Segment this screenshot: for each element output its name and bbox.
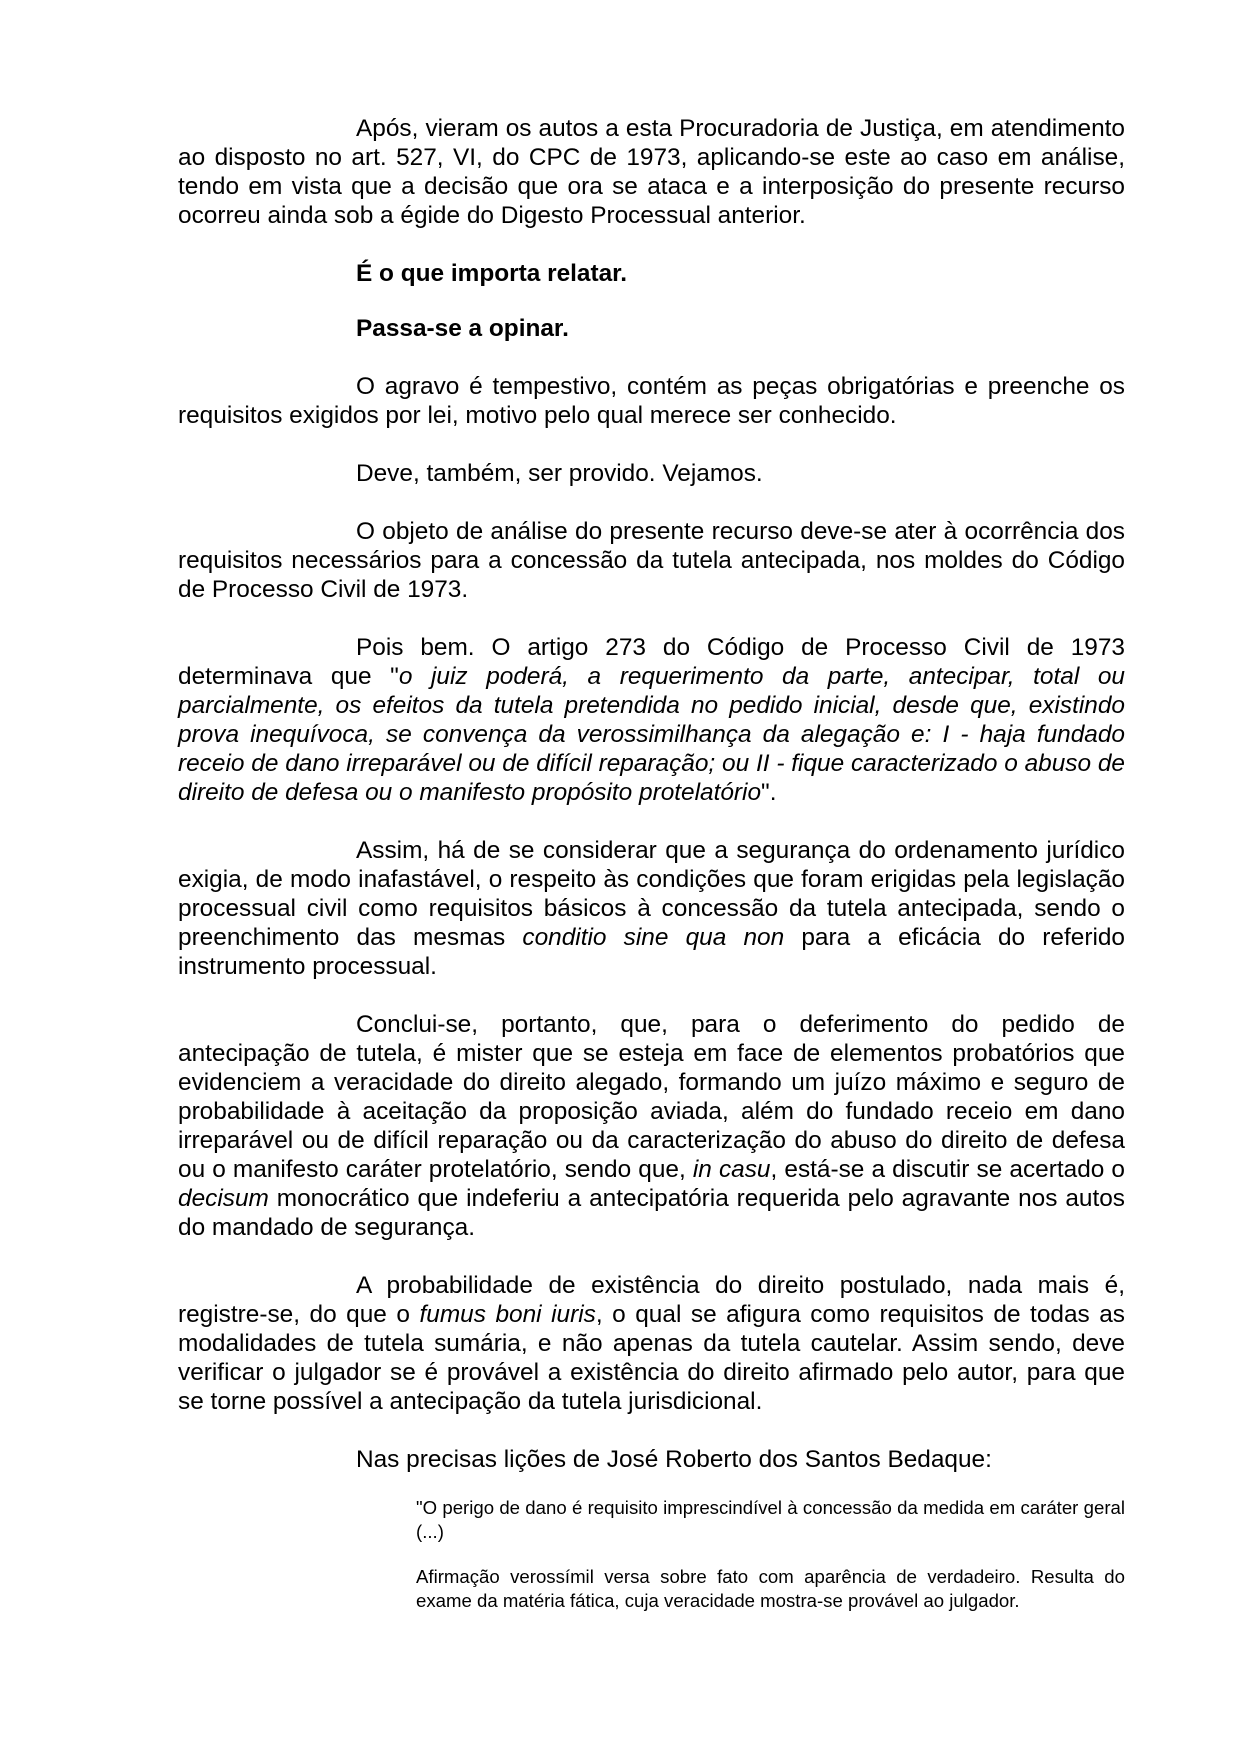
- latin-term: fumus boni iuris: [419, 1301, 596, 1328]
- paragraph-intro: Após, vieram os autos a esta Procuradoria de Justiça, em atendimento ao disposto no art. 527, VI, do CPC de 1973, aplicando-se este ao caso em análise, tendo em vista que a decisão que ora se ataca e a interposição do presente recurso ocorreu ainda sob a égide do Digesto Processual anterior.: [178, 115, 1125, 229]
- text-run: ".: [761, 779, 777, 806]
- paragraph-provido: Deve, também, ser provido. Vejamos.: [356, 460, 763, 487]
- text-run: Conclui-se, portanto, que, para o deferimento do pedido de antecipação de tutela, é mister que se esteja em face de elementos probatórios que evidenciem a veracidade do direito alegado, formando um juízo máximo e seguro de probabilidade à aceitação da proposição aviada, além do fundado receio em dano irreparável ou de difícil reparação ou da caracterização do abuso do direito de defesa ou o manifesto caráter protelatório, sendo que,: [178, 1011, 1125, 1183]
- text-run: monocrático que indeferiu a antecipatória requerida pelo agravante nos autos do mandado de segurança.: [178, 1185, 1125, 1241]
- blockquote-afirmacao: Afirmação verossímil versa sobre fato com aparência de verdadeiro. Resulta do exame da matéria fática, cuja veracidade mostra-se provável ao julgador.: [416, 1566, 1125, 1611]
- heading-relatar: É o que importa relatar.: [356, 260, 628, 287]
- heading-opinar: Passa-se a opinar.: [356, 315, 569, 342]
- paragraph-conclui: [178, 1010, 1125, 1242]
- text-run: Pois bem. O artigo 273 do Código de Processo Civil de 1973 determinava que ": [178, 634, 1125, 690]
- paragraph-artigo-273: [178, 633, 1125, 807]
- latin-term: in casu: [692, 1156, 771, 1183]
- paragraph-objeto: O objeto de análise do presente recurso deve-se ater à ocorrência dos requisitos necessários para a concessão da tutela antecipada, nos moldes do Código de Processo Civil de 1973.: [178, 518, 1125, 603]
- latin-term: conditio sine qua non: [522, 924, 785, 951]
- paragraph-probabilidade: [178, 1271, 1125, 1416]
- text-run: , está-se a discutir se acertado o: [770, 1156, 1126, 1183]
- text-run: para a eficácia do referido instrumento processual.: [178, 924, 1125, 980]
- latin-term: decisum: [178, 1185, 269, 1212]
- paragraph-seguranca: [178, 836, 1125, 981]
- paragraph-agravo: O agravo é tempestivo, contém as peças obrigatórias e preenche os requisitos exigidos por lei, motivo pelo qual merece ser conhecido.: [178, 373, 1125, 429]
- paragraph-licoes: Nas precisas lições de José Roberto dos Santos Bedaque:: [356, 1446, 992, 1473]
- quoted-law-text: o juiz poderá, a requerimento da parte, antecipar, total ou parcialmente, os efeitos da tutela pretendida no pedido inicial, desde que, existindo prova inequívoca, se convença da verossimilhança da alegação e: I - haja fundado receio de dano irreparável ou de difícil reparação; ou II - fique caracterizado o abuso de direito de defesa ou o manifesto propósito protelatório: [178, 663, 1125, 806]
- text-run: , o qual se afigura como requisitos de todas as modalidades de tutela sumária, e não apenas da tutela cautelar. Assim sendo, deve verificar o julgador se é provável a existência do direito afirmado pelo autor, para que se torne possível a antecipação da tutela jurisdicional.: [178, 1301, 1125, 1415]
- text-run: Assim, há de se considerar que a segurança do ordenamento jurídico exigia, de modo inafastável, o respeito às condições que foram erigidas pela legislação processual civil como requisitos básicos à concessão da tutela antecipada, sendo o preenchimento das mesmas: [178, 837, 1125, 951]
- document-page: [178, 114, 1125, 1634]
- blockquote-perigo: "O perigo de dano é requisito imprescindível à concessão da medida em caráter geral (...): [416, 1497, 1125, 1542]
- text-run: A probabilidade de existência do direito postulado, nada mais é, registre-se, do que o: [178, 1272, 1125, 1328]
